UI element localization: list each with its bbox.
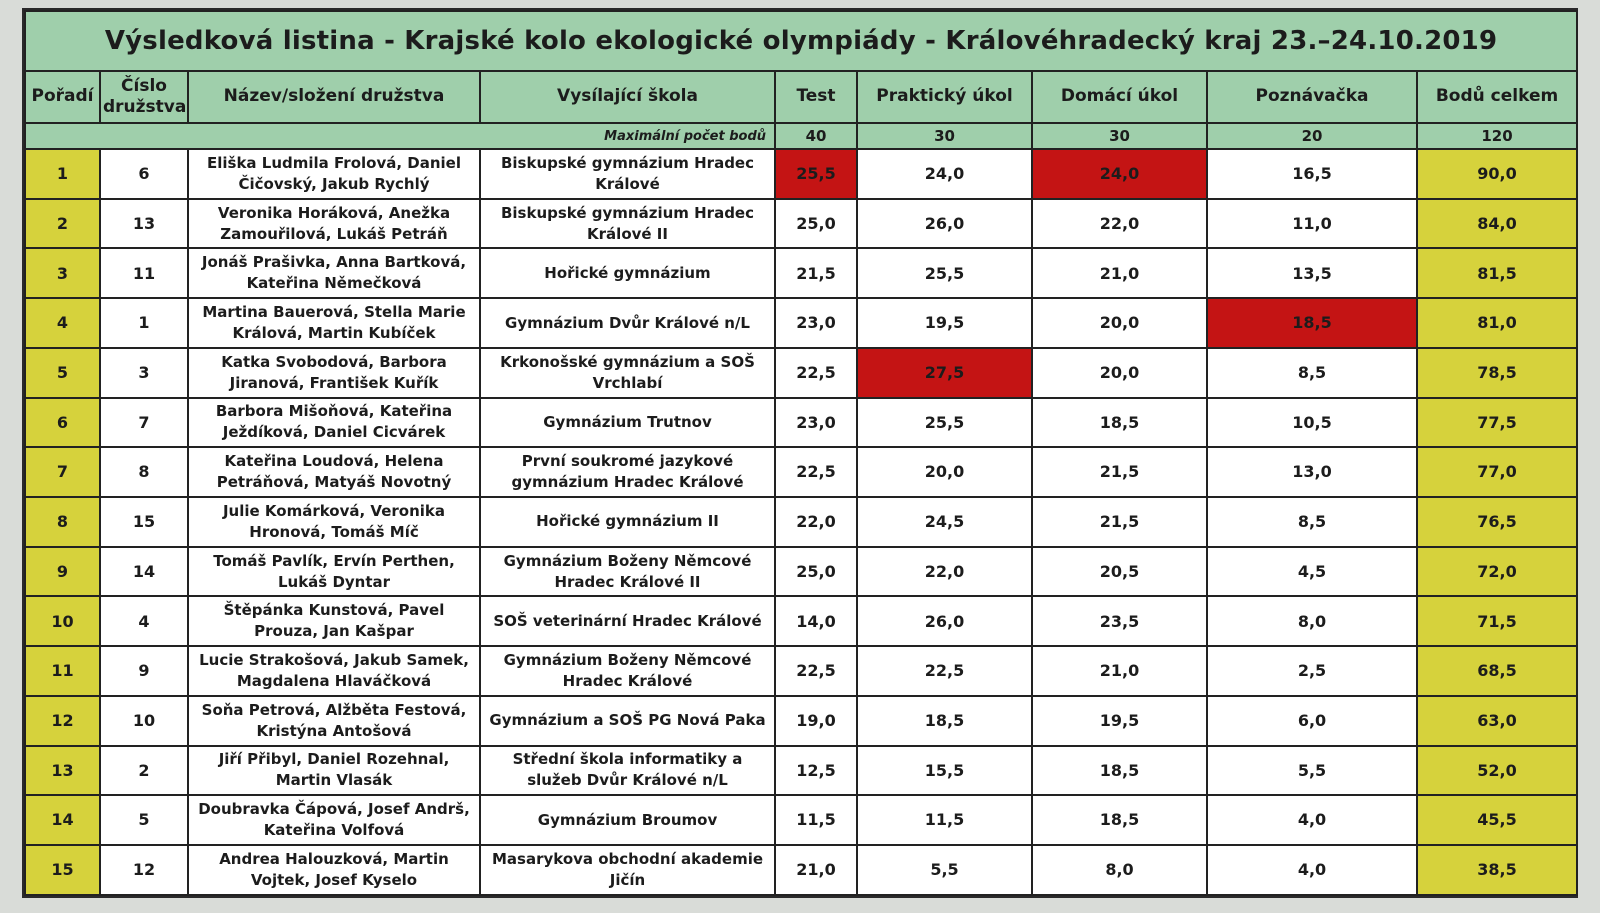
table-row bbox=[25, 447, 1577, 497]
rank-cell: 7 bbox=[25, 447, 100, 497]
team-members-cell: Lucie Strakošová, Jakub Samek, Magdalena Hlaváčková bbox=[188, 646, 480, 696]
rank-cell: 11 bbox=[25, 646, 100, 696]
practical-score-cell: 15,5 bbox=[857, 746, 1032, 796]
table-row bbox=[25, 746, 1577, 796]
homework-score-cell: 23,5 bbox=[1032, 596, 1207, 646]
total-score-cell: 72,0 bbox=[1417, 547, 1577, 597]
identification-score-cell: 13,0 bbox=[1207, 447, 1417, 497]
rank-cell: 5 bbox=[25, 348, 100, 398]
test-score-cell: 22,5 bbox=[775, 447, 857, 497]
max-points-test: 40 bbox=[775, 123, 857, 149]
col-header-team-no: Číslo družstva bbox=[100, 71, 188, 123]
homework-score-cell: 21,0 bbox=[1032, 248, 1207, 298]
identification-score-cell: 8,5 bbox=[1207, 497, 1417, 547]
identification-score-cell: 13,5 bbox=[1207, 248, 1417, 298]
team-members-cell: Soňa Petrová, Alžběta Festová, Kristýna Antošová bbox=[188, 696, 480, 746]
identification-score-cell: 6,0 bbox=[1207, 696, 1417, 746]
homework-score-cell: 20,0 bbox=[1032, 348, 1207, 398]
team-number-cell: 1 bbox=[100, 298, 188, 348]
team-members-cell: Jonáš Prašivka, Anna Bartková, Kateřina Němečková bbox=[188, 248, 480, 298]
team-members-cell: Julie Komárková, Veronika Hronová, Tomáš Míč bbox=[188, 497, 480, 547]
team-members-cell: Eliška Ludmila Frolová, Daniel Čičovský, Jakub Rychlý bbox=[188, 149, 480, 199]
homework-score-cell: 21,0 bbox=[1032, 646, 1207, 696]
col-header-rank: Pořadí bbox=[25, 71, 100, 123]
team-number-cell: 4 bbox=[100, 596, 188, 646]
practical-score-cell: 11,5 bbox=[857, 795, 1032, 845]
practical-score-cell: 26,0 bbox=[857, 199, 1032, 249]
team-members-cell: Kateřina Loudová, Helena Petráňová, Matyáš Novotný bbox=[188, 447, 480, 497]
rank-cell: 4 bbox=[25, 298, 100, 348]
team-members-cell: Doubravka Čápová, Josef Andrš, Kateřina Volfová bbox=[188, 795, 480, 845]
total-score-cell: 90,0 bbox=[1417, 149, 1577, 199]
school-cell: Hořické gymnázium bbox=[480, 248, 775, 298]
school-cell: Gymnázium Trutnov bbox=[480, 398, 775, 448]
col-header-team: Název/složení družstva bbox=[188, 71, 480, 123]
test-score-cell: 25,0 bbox=[775, 199, 857, 249]
total-score-cell: 68,5 bbox=[1417, 646, 1577, 696]
practical-score-cell: 26,0 bbox=[857, 596, 1032, 646]
results-table bbox=[24, 10, 1578, 896]
test-score-cell: 23,0 bbox=[775, 398, 857, 448]
rank-cell: 14 bbox=[25, 795, 100, 845]
practical-score-cell: 27,5 bbox=[857, 348, 1032, 398]
identification-score-cell: 11,0 bbox=[1207, 199, 1417, 249]
homework-score-cell: 24,0 bbox=[1032, 149, 1207, 199]
table-row bbox=[25, 298, 1577, 348]
test-score-cell: 21,0 bbox=[775, 845, 857, 895]
table-row bbox=[25, 149, 1577, 199]
test-score-cell: 22,5 bbox=[775, 646, 857, 696]
total-score-cell: 77,0 bbox=[1417, 447, 1577, 497]
homework-score-cell: 22,0 bbox=[1032, 199, 1207, 249]
test-score-cell: 11,5 bbox=[775, 795, 857, 845]
identification-score-cell: 18,5 bbox=[1207, 298, 1417, 348]
team-members-cell: Tomáš Pavlík, Ervín Perthen, Lukáš Dyntar bbox=[188, 547, 480, 597]
table-row bbox=[25, 696, 1577, 746]
team-number-cell: 12 bbox=[100, 845, 188, 895]
total-score-cell: 77,5 bbox=[1417, 398, 1577, 448]
col-header-identification: Poznávačka bbox=[1207, 71, 1417, 123]
homework-score-cell: 8,0 bbox=[1032, 845, 1207, 895]
practical-score-cell: 24,0 bbox=[857, 149, 1032, 199]
homework-score-cell: 18,5 bbox=[1032, 795, 1207, 845]
school-cell: Gymnázium Boženy Němcové Hradec Králové II bbox=[480, 547, 775, 597]
total-score-cell: 81,0 bbox=[1417, 298, 1577, 348]
identification-score-cell: 10,5 bbox=[1207, 398, 1417, 448]
team-number-cell: 7 bbox=[100, 398, 188, 448]
rank-cell: 13 bbox=[25, 746, 100, 796]
practical-score-cell: 20,0 bbox=[857, 447, 1032, 497]
total-score-cell: 76,5 bbox=[1417, 497, 1577, 547]
school-cell: Krkonošské gymnázium a SOŠ Vrchlabí bbox=[480, 348, 775, 398]
total-score-cell: 45,5 bbox=[1417, 795, 1577, 845]
identification-score-cell: 16,5 bbox=[1207, 149, 1417, 199]
test-score-cell: 25,5 bbox=[775, 149, 857, 199]
team-members-cell: Veronika Horáková, Anežka Zamouřilová, Lukáš Petráň bbox=[188, 199, 480, 249]
rank-cell: 9 bbox=[25, 547, 100, 597]
practical-score-cell: 5,5 bbox=[857, 845, 1032, 895]
rank-cell: 8 bbox=[25, 497, 100, 547]
col-header-homework: Domácí úkol bbox=[1032, 71, 1207, 123]
test-score-cell: 14,0 bbox=[775, 596, 857, 646]
school-cell: SOŠ veterinární Hradec Králové bbox=[480, 596, 775, 646]
rank-cell: 6 bbox=[25, 398, 100, 448]
school-cell: Střední škola informatiky a služeb Dvůr Králové n/L bbox=[480, 746, 775, 796]
rank-cell: 10 bbox=[25, 596, 100, 646]
test-score-cell: 22,5 bbox=[775, 348, 857, 398]
team-number-cell: 14 bbox=[100, 547, 188, 597]
table-row bbox=[25, 348, 1577, 398]
max-points-identification: 20 bbox=[1207, 123, 1417, 149]
total-score-cell: 38,5 bbox=[1417, 845, 1577, 895]
team-number-cell: 13 bbox=[100, 199, 188, 249]
team-members-cell: Barbora Mišoňová, Kateřina Ježdíková, Daniel Cicvárek bbox=[188, 398, 480, 448]
results-sheet bbox=[22, 8, 1578, 898]
table-row bbox=[25, 547, 1577, 597]
team-members-cell: Jiří Přibyl, Daniel Rozehnal, Martin Vlasák bbox=[188, 746, 480, 796]
table-row bbox=[25, 596, 1577, 646]
total-score-cell: 71,5 bbox=[1417, 596, 1577, 646]
school-cell: Gymnázium Boženy Němcové Hradec Králové bbox=[480, 646, 775, 696]
practical-score-cell: 22,0 bbox=[857, 547, 1032, 597]
identification-score-cell: 8,0 bbox=[1207, 596, 1417, 646]
homework-score-cell: 18,5 bbox=[1032, 746, 1207, 796]
school-cell: Gymnázium Broumov bbox=[480, 795, 775, 845]
practical-score-cell: 25,5 bbox=[857, 398, 1032, 448]
team-number-cell: 10 bbox=[100, 696, 188, 746]
team-number-cell: 2 bbox=[100, 746, 188, 796]
school-cell: Hořické gymnázium II bbox=[480, 497, 775, 547]
team-members-cell: Katka Svobodová, Barbora Jiranová, František Kuřík bbox=[188, 348, 480, 398]
team-members-cell: Štěpánka Kunstová, Pavel Prouza, Jan Kašpar bbox=[188, 596, 480, 646]
rank-cell: 15 bbox=[25, 845, 100, 895]
table-row bbox=[25, 199, 1577, 249]
total-score-cell: 81,5 bbox=[1417, 248, 1577, 298]
rank-cell: 2 bbox=[25, 199, 100, 249]
table-row bbox=[25, 497, 1577, 547]
practical-score-cell: 18,5 bbox=[857, 696, 1032, 746]
identification-score-cell: 8,5 bbox=[1207, 348, 1417, 398]
total-score-cell: 52,0 bbox=[1417, 746, 1577, 796]
table-row bbox=[25, 248, 1577, 298]
col-header-total: Bodů celkem bbox=[1417, 71, 1577, 123]
table-row bbox=[25, 795, 1577, 845]
rank-cell: 3 bbox=[25, 248, 100, 298]
results-rows bbox=[25, 149, 1577, 895]
test-score-cell: 21,5 bbox=[775, 248, 857, 298]
identification-score-cell: 4,0 bbox=[1207, 795, 1417, 845]
identification-score-cell: 2,5 bbox=[1207, 646, 1417, 696]
team-number-cell: 15 bbox=[100, 497, 188, 547]
rank-cell: 1 bbox=[25, 149, 100, 199]
homework-score-cell: 21,5 bbox=[1032, 497, 1207, 547]
test-score-cell: 23,0 bbox=[775, 298, 857, 348]
col-header-practical: Praktický úkol bbox=[857, 71, 1032, 123]
school-cell: Gymnázium Dvůr Králové n/L bbox=[480, 298, 775, 348]
team-number-cell: 3 bbox=[100, 348, 188, 398]
max-points-practical: 30 bbox=[857, 123, 1032, 149]
school-cell: Biskupské gymnázium Hradec Králové bbox=[480, 149, 775, 199]
col-header-test: Test bbox=[775, 71, 857, 123]
team-number-cell: 5 bbox=[100, 795, 188, 845]
test-score-cell: 22,0 bbox=[775, 497, 857, 547]
team-number-cell: 9 bbox=[100, 646, 188, 696]
homework-score-cell: 19,5 bbox=[1032, 696, 1207, 746]
practical-score-cell: 22,5 bbox=[857, 646, 1032, 696]
identification-score-cell: 4,0 bbox=[1207, 845, 1417, 895]
test-score-cell: 12,5 bbox=[775, 746, 857, 796]
total-score-cell: 84,0 bbox=[1417, 199, 1577, 249]
max-points-total: 120 bbox=[1417, 123, 1577, 149]
homework-score-cell: 21,5 bbox=[1032, 447, 1207, 497]
school-cell: Biskupské gymnázium Hradec Králové II bbox=[480, 199, 775, 249]
col-header-school: Vysílající škola bbox=[480, 71, 775, 123]
total-score-cell: 63,0 bbox=[1417, 696, 1577, 746]
table-row bbox=[25, 845, 1577, 895]
test-score-cell: 19,0 bbox=[775, 696, 857, 746]
school-cell: První soukromé jazykové gymnázium Hradec Králové bbox=[480, 447, 775, 497]
identification-score-cell: 5,5 bbox=[1207, 746, 1417, 796]
identification-score-cell: 4,5 bbox=[1207, 547, 1417, 597]
rank-cell: 12 bbox=[25, 696, 100, 746]
team-number-cell: 8 bbox=[100, 447, 188, 497]
team-members-cell: Andrea Halouzková, Martin Vojtek, Josef Kyselo bbox=[188, 845, 480, 895]
total-score-cell: 78,5 bbox=[1417, 348, 1577, 398]
max-points-homework: 30 bbox=[1032, 123, 1207, 149]
max-points-label: Maximální počet bodů bbox=[25, 123, 775, 149]
team-number-cell: 11 bbox=[100, 248, 188, 298]
practical-score-cell: 25,5 bbox=[857, 248, 1032, 298]
test-score-cell: 25,0 bbox=[775, 547, 857, 597]
team-members-cell: Martina Bauerová, Stella Marie Králová, Martin Kubíček bbox=[188, 298, 480, 348]
homework-score-cell: 20,0 bbox=[1032, 298, 1207, 348]
table-row bbox=[25, 646, 1577, 696]
table-row bbox=[25, 398, 1577, 448]
team-number-cell: 6 bbox=[100, 149, 188, 199]
page-title: Výsledková listina - Krajské kolo ekologické olympiády - Královéhradecký kraj 23.–24.10.2019 bbox=[25, 11, 1577, 71]
homework-score-cell: 18,5 bbox=[1032, 398, 1207, 448]
homework-score-cell: 20,5 bbox=[1032, 547, 1207, 597]
practical-score-cell: 24,5 bbox=[857, 497, 1032, 547]
school-cell: Masarykova obchodní akademie Jičín bbox=[480, 845, 775, 895]
school-cell: Gymnázium a SOŠ PG Nová Paka bbox=[480, 696, 775, 746]
practical-score-cell: 19,5 bbox=[857, 298, 1032, 348]
